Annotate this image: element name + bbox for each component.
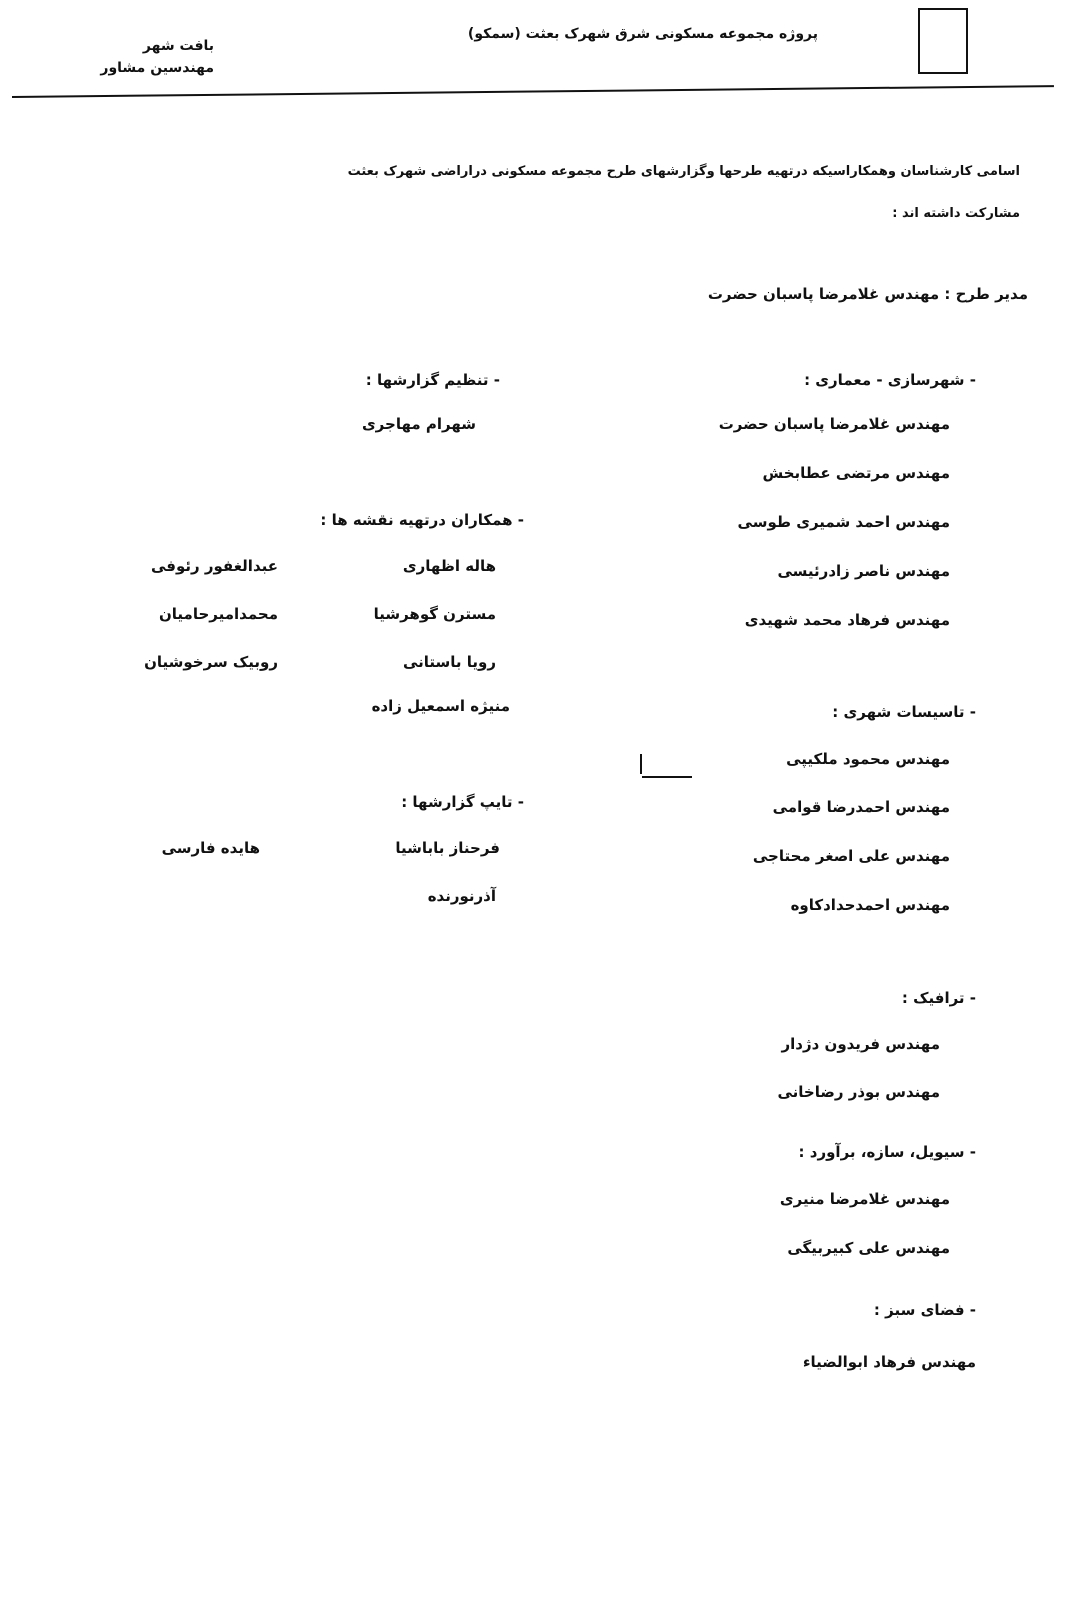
urban-facilities-heading: - تاسیسات شهری : bbox=[832, 703, 976, 721]
typing-member: فرحناز باباشیا bbox=[395, 839, 500, 857]
typing-member: آذرنورنده bbox=[427, 887, 496, 905]
typing-heading: - تایپ گزارشها : bbox=[401, 793, 524, 811]
traffic-member: مهندس فریدون دژدار bbox=[781, 1035, 940, 1053]
urban-facilities-member: مهندس علی اصغر محتاجی bbox=[752, 847, 950, 865]
traffic-heading: - ترافیک : bbox=[901, 989, 976, 1007]
intro-line-2: مشارکت داشته اند : bbox=[892, 206, 1020, 221]
project-manager: مدیر طرح : مهندس غلامرضا پاسبان حضرت bbox=[707, 285, 1028, 303]
drawing-member: هاله اظهاری bbox=[402, 557, 496, 575]
header-rule bbox=[12, 85, 1054, 98]
consultant-name: بافت شهر bbox=[142, 38, 214, 54]
urban-facilities-member: مهندس احمدحدادکاوه bbox=[790, 896, 950, 914]
consultant-label: مهندسین مشاور bbox=[100, 60, 214, 76]
green-space-member: مهندس فرهاد ابوالضیاء bbox=[802, 1353, 976, 1371]
header-box bbox=[918, 8, 968, 74]
architecture-member: مهندس غلامرضا پاسبان حضرت bbox=[718, 415, 950, 433]
architecture-heading: - شهرسازی - معماری : bbox=[804, 371, 976, 389]
drawing-member: روبیک سرخوشیان bbox=[144, 653, 278, 671]
traffic-member: مهندس بوذر رضاخانی bbox=[777, 1083, 940, 1101]
architecture-member: مهندس احمد شمیری طوسی bbox=[737, 513, 950, 531]
urban-facilities-member: مهندس احمدرضا قوامی bbox=[772, 798, 950, 816]
urban-facilities-member: مهندس محمود ملکیپی bbox=[786, 750, 950, 768]
civil-heading: - سیویل، سازه، برآورد : bbox=[798, 1143, 976, 1161]
typing-member: هایده فارسی bbox=[161, 839, 260, 857]
architecture-member: مهندس مرتضی عطابخش bbox=[762, 464, 950, 482]
green-space-heading: - فضای سبز : bbox=[873, 1301, 976, 1319]
project-title: پروژه مجموعه مسکونی شرق شهرک بعثت (سمکو) bbox=[467, 26, 818, 42]
margin-mark bbox=[640, 754, 642, 774]
drawing-member: منیژه اسمعیل زاده bbox=[371, 697, 510, 715]
drawing-member: رویا باستانی bbox=[402, 653, 496, 671]
drawing-member: عبدالغفور رئوفی bbox=[150, 557, 278, 575]
reports-member: شهرام مهاجری bbox=[361, 415, 476, 433]
architecture-member: مهندس فرهاد محمد شهیدی bbox=[744, 611, 950, 629]
civil-member: مهندس علی کبیربیگی bbox=[787, 1239, 950, 1257]
drawings-heading: - همکاران درتهیه نقشه ها : bbox=[320, 511, 524, 529]
drawing-member: مسترن گوهرشیا bbox=[373, 605, 496, 623]
civil-member: مهندس غلامرضا منیری bbox=[779, 1190, 950, 1208]
architecture-member: مهندس ناصر زادرئیسی bbox=[777, 562, 950, 580]
intro-line-1: اسامی کارشناسان وهمکاراسیکه درتهیه طرحها وگزارشهای طرح مجموعه مسکونی دراراضی شهرک بعثت bbox=[347, 164, 1020, 179]
underline-mark bbox=[642, 776, 692, 778]
drawing-member: محمدامیرحامیان bbox=[159, 605, 278, 623]
reports-heading: - تنظیم گزارشها : bbox=[365, 371, 500, 389]
